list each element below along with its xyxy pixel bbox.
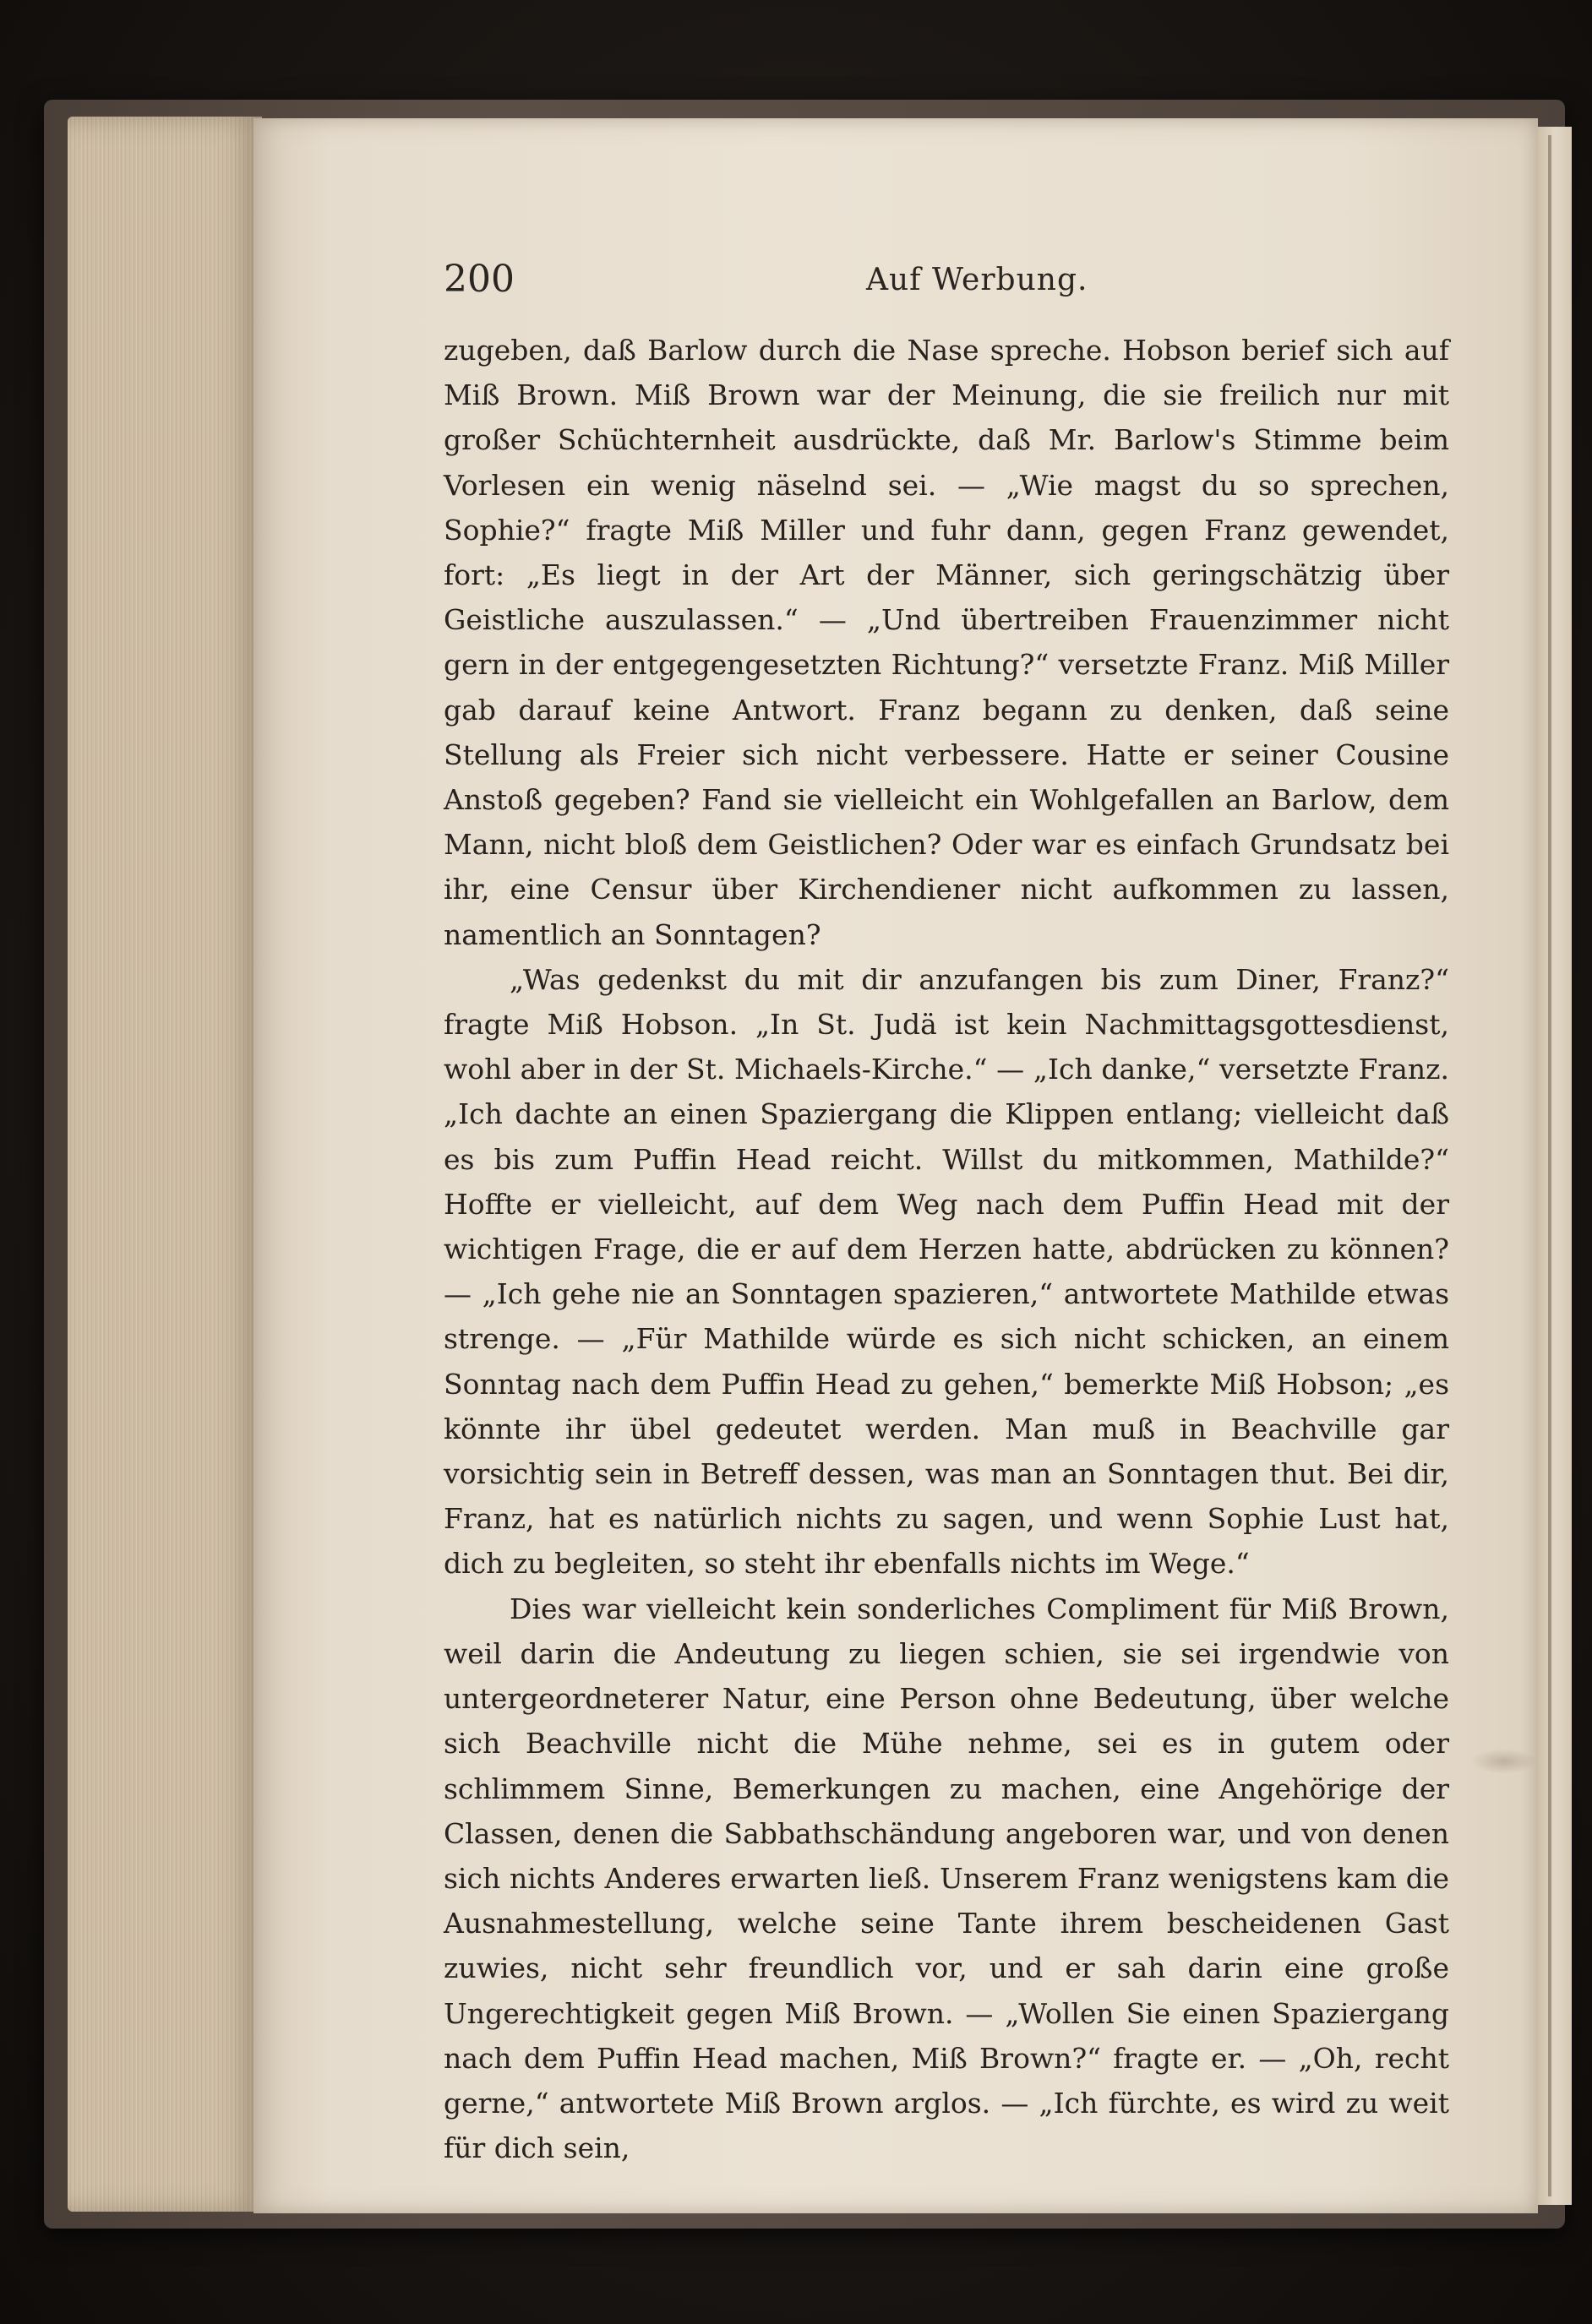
page-header	[444, 258, 1458, 308]
body-text	[444, 328, 1449, 2170]
facing-page-edge	[1538, 127, 1572, 2205]
running-head: Auf Werbung.	[866, 263, 1088, 297]
facing-page-rule	[1548, 135, 1551, 2196]
page-number: 200	[444, 258, 515, 301]
paragraph-2: „Was gedenkst du mit dir anzufangen bis zum Diner, Franz?“ fragte Miß Hobson. „In St. Judä ist kein Nachmittagsgottesdienst, wohl aber in der St. Michaels-Kirche.“ — „Ich danke,“ versetzte Franz. „Ich dachte an einen Spaziergang die Klippen entlang; vielleicht daß es bis zum Puffin Head reicht. Willst du mitkommen, Mathilde?“ Hoffte er vielleicht, auf dem Weg nach dem Puffin Head mit der wichtigen Frage, die er auf dem Herzen hatte, abdrücken zu können? — „Ich gehe nie an Sonntagen spazieren,“ antwortete Mathilde etwas strenge. — „Für Mathilde würde es sich nicht schicken, an einem Sonntag nach dem Puffin Head zu gehen,“ bemerkte Miß Hobson; „es könnte ihr übel gedeutet werden. Man muß in Beachville gar vorsichtig sein in Betreff dessen, was man an Sonntagen thut. Bei dir, Franz, hat es natürlich nichts zu sagen, und wenn Sophie Lust hat, dich zu begleiten, so steht ihr ebenfalls nichts im Wege.“	[444, 962, 1449, 1581]
paragraph-1: zugeben, daß Barlow durch die Nase spreche. Hobson berief sich auf Miß Brown. Miß Brown war der Meinung, die sie freilich nur mit großer Schüchternheit ausdrückte, daß Mr. Barlow's Stimme beim Vorlesen ein wenig näselnd sei. — „Wie magst du so sprechen, Sophie?“ fragte Miß Miller und fuhr dann, gegen Franz gewendet, fort: „Es liegt in der Art der Männer, sich geringschätzig über Geistliche auszulassen.“ — „Und übertreiben Frauenzimmer nicht gern in der entgegengesetzten Richtung?“ versetzte Franz. Miß Miller gab darauf keine Antwort. Franz begann zu denken, daß seine Stellung als Freier sich nicht verbessere. Hatte er seiner Cousine Anstoß gegeben? Fand sie vielleicht ein Wohlgefallen an Barlow, dem Mann, nicht bloß dem Geistlichen? Oder war es einfach Grundsatz bei ihr, eine Censur über Kirchendiener nicht aufkommen zu lassen, namentlich an Sonntagen?	[444, 334, 1449, 951]
page-smudge	[1470, 1749, 1538, 1774]
page-edges	[68, 117, 262, 2212]
paragraph-3: Dies war vielleicht kein sonderliches Compliment für Miß Brown, weil darin die Andeutung zu liegen schien, sie sei irgendwie von untergeordneterer Natur, eine Person ohne Bedeutung, über welche sich Beachville nicht die Mühe nehme, sei es in gutem oder schlimmem Sinne, Bemerkungen zu machen, eine Angehörige der Classen, denen die Sabbathschändung angeboren war, und von denen sich nichts Anderes erwarten ließ. Unserem Franz wenigstens kam die Ausnahmestellung, welche seine Tante ihrem bescheidenen Gast zuwies, nicht sehr freundlich vor, und er sah darin eine große Ungerechtigkeit gegen Miß Brown. — „Wollen Sie einen Spaziergang nach dem Puffin Head machen, Miß Brown?“ fragte er. — „Oh, recht gerne,“ antwortete Miß Brown arglos. — „Ich fürchte, es wird zu weit für dich sein,	[444, 1592, 1449, 2165]
